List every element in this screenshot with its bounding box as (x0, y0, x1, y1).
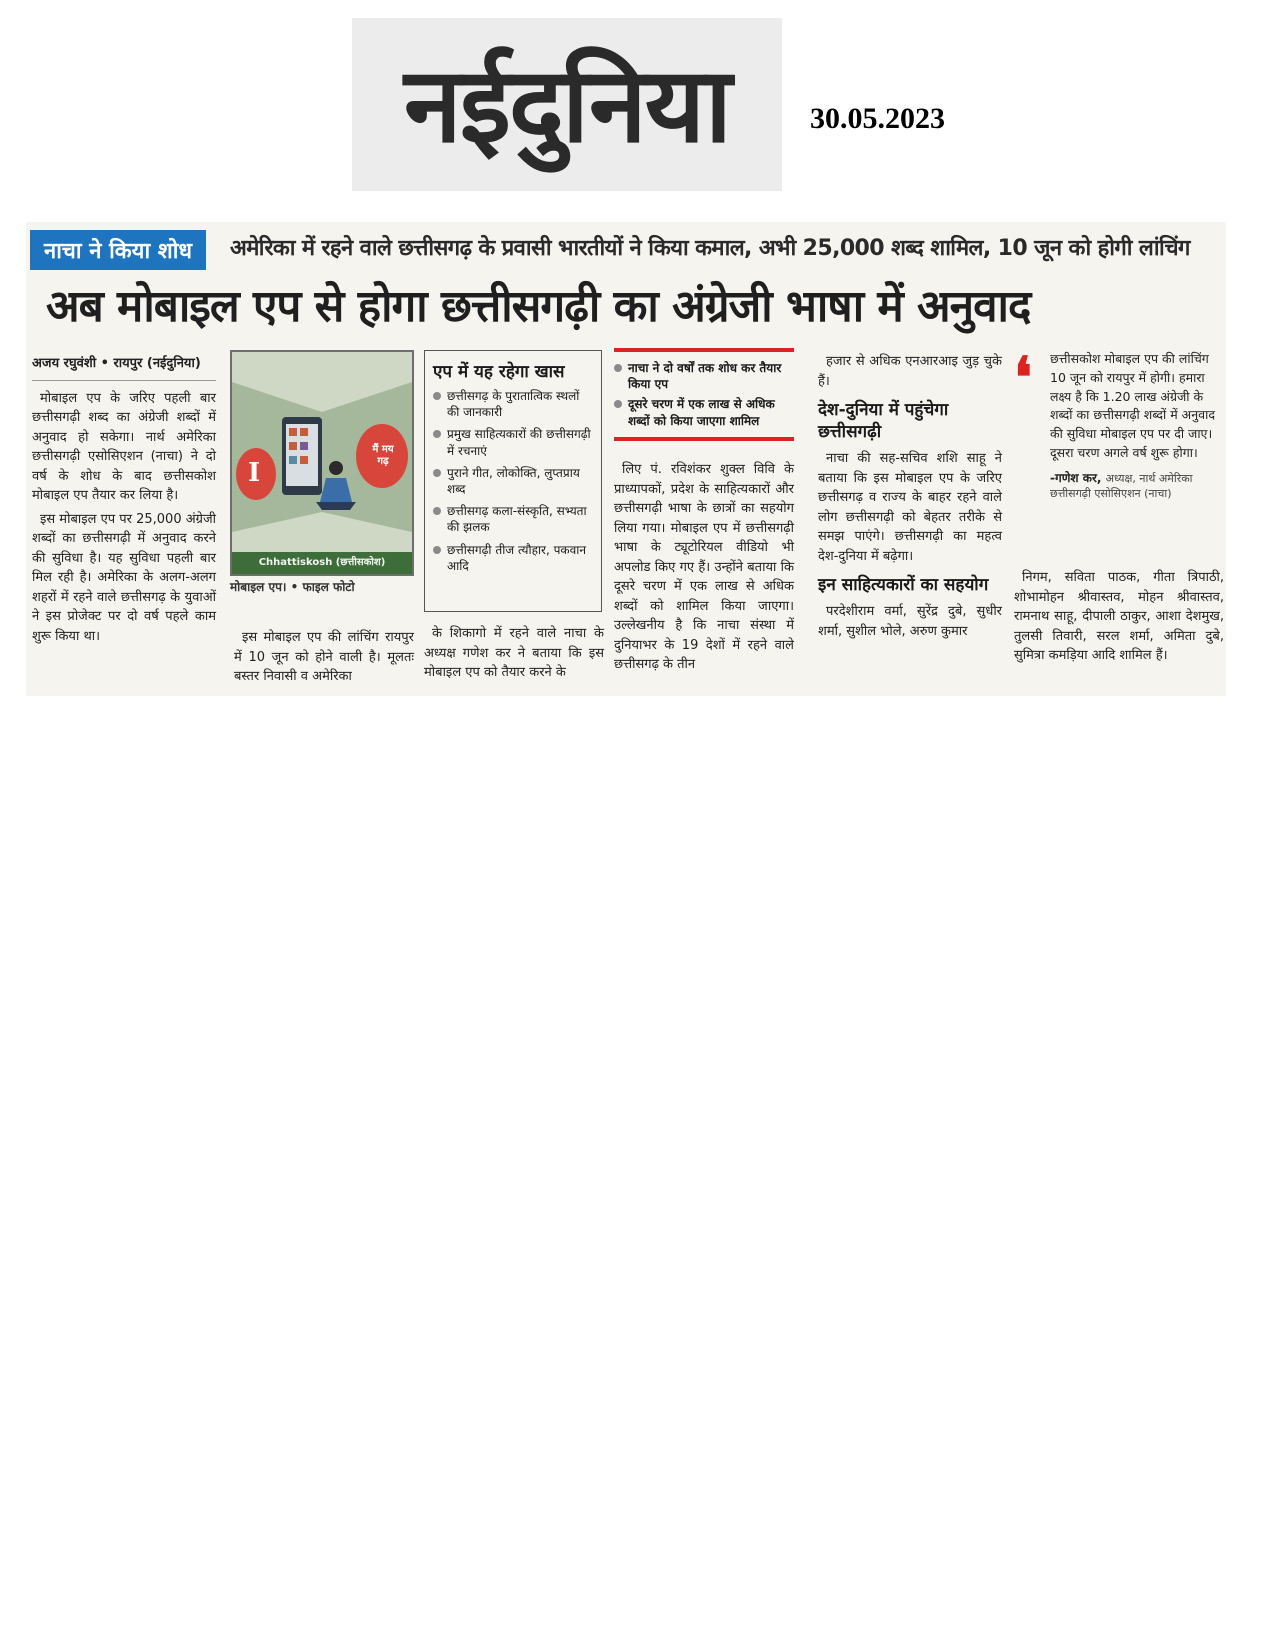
highlight-item (614, 396, 794, 428)
bullet-icon (433, 469, 441, 477)
highlights-box (614, 348, 794, 441)
article-column-2 (234, 628, 414, 691)
paragraph: लिए पं. रविशंकर शुक्ल विवि के प्राध्यापकों, प्रदेश के साहित्यकारों और छत्तीसगढ़ी भाषा के छात्रों का सहयोग लिया गया। मोबाइल एप में छत्तीसगढ़ी भाषा के ट्यूटोरियल वीडियो भी अपलोड किए गए हैं। उन्होंने बताया कि दूसरे चरण में एक लाख से अधिक शब्दों को शामिल किया जाएगा। उल्लेखनीय है कि नाचा संस्था में दुनियाभर के 19 देशों में रहने वाले छत्तीसगढ़ के तीन (614, 462, 794, 672)
illustration-bubble-text: मैं मय गढ़ (372, 444, 394, 467)
masthead-logo (352, 18, 782, 191)
paragraph: नाचा की सह-सचिव शशि साहू ने बताया कि इस मोबाइल एप के जरिए छत्तीसगढ़ व राज्य के बाहर रहने वाले लोग छत्तीसगढ़ी को बेहतर तरीके से समझ पाएंगे। छत्तीसगढ़ी का महत्व देश-दुनिया में बढ़ेगा। (818, 451, 1002, 564)
boxout-item (433, 388, 593, 420)
boxout-item (433, 426, 593, 458)
newspaper-clipping (26, 222, 1226, 696)
boxout-item (433, 503, 593, 535)
boxout-title: एप में यह रहेगा खास (433, 362, 565, 382)
article-kicker: अमेरिका में रहने वाले छत्तीसगढ़ के प्रवासी भारतीयों ने किया कमाल, अभी 25,000 शब्द शामिल, 10 जून को होगी लांचिंग (230, 236, 1190, 261)
quote-text: छत्तीसकोश मोबाइल एप की लांचिंग 10 जून को रायपुर में होगी। हमारा लक्ष्य है कि 1.20 लाख अंग्रेजी के शब्दों का छत्तीसगढ़ी शब्दों में अनुवाद की सुविधा मोबाइल एप पर दी जाए। दूसरा चरण अगले वर्ष शुरू होगा। (1050, 351, 1215, 460)
paragraph: के शिकागो में रहने वाले नाचा के अध्यक्ष गणेश कर ने बताया कि इस मोबाइल एप को तैयार करने के (424, 626, 604, 680)
subheading: देश-दुनिया में पहुंचेगा छत्तीसगढ़ी (818, 400, 949, 443)
article-column-5 (818, 352, 1002, 645)
illustration-letter: I (248, 458, 261, 488)
boxout-item-text: छत्तीसगढ़ी तीज त्यौहार, पकवान आदि (447, 542, 587, 573)
quote-author: -गणेश कर, (1050, 470, 1102, 485)
feature-boxout (424, 350, 602, 612)
byline: अजय रघुवंशी • रायपुर (नईदुनिया) (32, 354, 216, 381)
masthead-title: नईदुनिया (404, 43, 730, 166)
highlight-text: नाचा ने दो वर्षों तक शोध कर तैयार किया एप (628, 361, 782, 392)
illustration-label: Chhattiskosh (छत्तीसकोश) (258, 557, 386, 568)
app-illustration (230, 350, 414, 576)
article-column-1 (32, 354, 216, 650)
bullet-icon (614, 364, 622, 372)
highlight-item (614, 360, 794, 392)
boxout-list (433, 388, 593, 574)
boxout-item (433, 542, 593, 574)
quote-attribution (1050, 469, 1224, 501)
boxout-item (433, 465, 593, 497)
boxout-item-text: छत्तीसगढ़ कला-संस्कृति, सभ्यता की झलक (447, 504, 587, 535)
boxout-item-text: छत्तीसगढ़ के पुरातात्विक स्थलों की जानकारी (447, 389, 580, 420)
subheading: इन साहित्यकारों का सहयोग (818, 575, 989, 596)
article-column-4 (614, 460, 794, 679)
highlight-text: दूसरे चरण में एक लाख से अधिक शब्दों को किया जाएगा शामिल (628, 397, 775, 428)
issue-date: 30.05.2023 (810, 102, 945, 135)
article-column-6 (1014, 568, 1224, 670)
paragraph: इस मोबाइल एप की लांचिंग रायपुर में 10 जून को होने वाली है। मूलतः बस्तर निवासी व अमेरिका (234, 630, 414, 684)
paragraph: मोबाइल एप के जरिए पहली बार छत्तीसगढ़ी शब्द का अंग्रेजी शब्दों में अनुवाद हो सकेगा। नार्थ अमेरिका छत्तीसगढ़ी एसोसिएशन (नाचा) ने दो वर्ष के शोध के बाद छत्तीसकोश मोबाइल एप तैयार कर लिया है। (32, 390, 216, 503)
paragraph: निगम, सविता पाठक, गीता त्रिपाठी, शोभामोहन श्रीवास्तव, मोहन श्रीवास्तव, रामनाथ साहू, दीपाली ठाकुर, आशा देशमुख, तुलसी तिवारी, सरल शर्मा, अमिता दुबे, सुमित्रा कमड़िया आदि शामिल हैं। (1014, 570, 1224, 663)
photo-caption: मोबाइल एप। • फाइल फोटो (230, 580, 355, 594)
pull-quote (1014, 345, 1224, 501)
quote-author-role: अध्यक्ष, नार्थ अमेरिका छत्तीसगढ़ी एसोसिएशन (नाचा) (1050, 471, 1193, 500)
bullet-icon (614, 400, 622, 408)
section-tag: नाचा ने किया शोध (30, 230, 206, 270)
article-column-3 (424, 624, 604, 687)
paragraph: परदेशीराम वर्मा, सुरेंद्र दुबे, सुधीर शर्मा, सुशील भोले, अरुण कुमार (818, 604, 1002, 639)
bullet-icon (433, 392, 441, 400)
quote-mark-icon: ❛ (1014, 345, 1033, 411)
bullet-icon (433, 430, 441, 438)
paragraph: इस मोबाइल एप पर 25,000 अंग्रेजी शब्दों का छत्तीसगढ़ी में अनुवाद करने की सुविधा है। यह सुविधा पहली बार मिल रही है। अमेरिका के अलग-अलग शहरों में रहने वाले छत्तीसगढ़ के युवाओं ने इस प्रोजेक्ट पर दो वर्ष पहले काम शुरू किया था। (32, 511, 216, 644)
paragraph: हजार से अधिक एनआरआइ जुड़ चुके हैं। (818, 354, 1002, 389)
article-headline: अब मोबाइल एप से होगा छत्तीसगढ़ी का अंग्रेजी भाषा में अनुवाद (46, 281, 1031, 332)
boxout-item-text: प्रमुख साहित्यकारों की छत्तीसगढ़ी में रचनाएं (447, 427, 591, 458)
boxout-item-text: पुराने गीत, लोकोक्ति, लुप्तप्राय शब्द (447, 465, 580, 496)
bullet-icon (433, 546, 441, 554)
bullet-icon (433, 507, 441, 515)
